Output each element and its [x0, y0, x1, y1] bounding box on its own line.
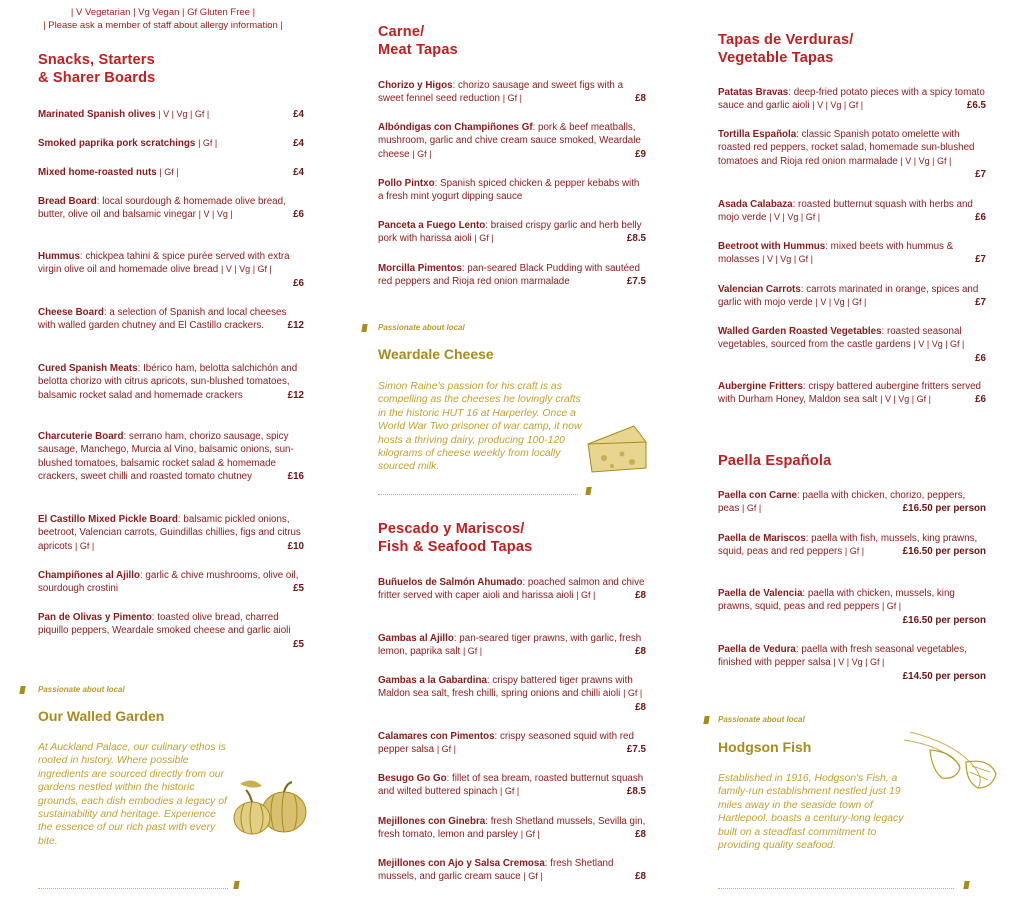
menu-item-name: Valencian Carrots	[718, 284, 801, 295]
menu-item-price: £5	[293, 583, 304, 595]
menu-item-price: £8.5	[626, 786, 646, 798]
menu-item-name: El Castillo Mixed Pickle Board	[38, 514, 178, 525]
menu-item-name: Aubergine Fritters	[718, 381, 803, 392]
menu-item-diet-tags: | Gf |	[881, 601, 902, 612]
cheese-label: Passionate about local	[378, 323, 465, 332]
menu-item-price: £6	[975, 394, 986, 406]
menu-item	[378, 79, 646, 106]
menu-item-name: Champiñones al Ajillo	[38, 570, 140, 581]
menu-item-name: Cheese Board	[38, 307, 104, 318]
menu-item-description: : pork & beef meatballs, mushroom, garlic and chive cream sauce smoked, Weardale cheese	[378, 122, 641, 160]
menu-item-description: : deep-fried potato pieces with a spicy tomato sauce and garlic aioli	[718, 87, 985, 112]
menu-item-price: £5	[293, 638, 304, 650]
menu-item-price: £4	[293, 167, 304, 178]
menu-item-name: Gambas al Ajillo	[378, 633, 454, 644]
menu-item	[718, 283, 986, 310]
menu-item	[718, 532, 986, 559]
menu-item-description: : fresh Shetland mussels, Sevilla gin, fresh tomato, lemon and parsley	[378, 816, 646, 841]
menu-item-name: Tortilla Española	[718, 129, 797, 140]
menu-item-name: Cured Spanish Meats	[38, 363, 138, 374]
menu-item	[378, 772, 646, 799]
menu-item-diet-tags: | V | Vg |	[198, 209, 233, 220]
paella-title: Paella Española	[718, 453, 832, 469]
menu-item	[378, 576, 646, 603]
menu-item-price: £9	[635, 148, 646, 160]
menu-item-diet-tags: | Gf |	[159, 167, 179, 177]
shrimp-icon	[900, 722, 1004, 792]
menu-item-description: : mixed beets with hummus & molasses	[718, 241, 954, 266]
menu-item-diet-tags: | Gf |	[412, 148, 432, 159]
menu-item-price: £8	[635, 871, 646, 883]
menu-item-name: Chorizo y Higos	[378, 80, 453, 91]
menu-item-name: Patatas Bravas	[718, 87, 789, 98]
menu-item-description: : carrots marinated in orange, spices and garlic with mojo verde	[718, 284, 979, 309]
menu-item	[38, 137, 304, 150]
menu-item	[38, 250, 304, 290]
menu-item-price: £8	[635, 646, 646, 658]
menu-item-diet-tags: | V | Vg | Gf |	[221, 264, 272, 275]
menu-item-description: : fillet of sea bream, roasted butternut squash and wilted buttered spinach	[378, 773, 644, 798]
menu-item-diet-tags: | V | Vg | Gf |	[880, 394, 931, 405]
menu-item-diet-tags: | Gf |	[576, 590, 596, 601]
menu-item-price: £8	[635, 93, 646, 105]
menu-item-price: £4	[293, 138, 304, 149]
menu-item-description: : pan-seared Black Pudding with sautéed red peppers and Rioja red onion marmalade	[378, 263, 640, 288]
menu-item-description: : roasted butternut squash with herbs and mojo verde	[718, 199, 973, 224]
fish-label: Passionate about local	[718, 715, 805, 724]
menu-item	[378, 219, 646, 246]
pescado-title-line1: Pescado y Mariscos/	[378, 521, 525, 537]
verduras-title	[718, 31, 854, 67]
menu-item-price: £6	[293, 209, 304, 221]
garden-label: Passionate about local	[38, 685, 125, 694]
menu-item-description: : braised crispy garlic and herb belly pork with harissa aioli	[378, 220, 642, 245]
menu-item-price: £7	[975, 169, 986, 181]
menu-item-diet-tags: | V | Vg | Gf |	[815, 297, 867, 308]
menu-item	[378, 632, 646, 659]
carne-title-line1: Carne/	[378, 24, 425, 40]
menu-item-price: £7.5	[626, 744, 646, 756]
menu-item-diet-tags: | Gf |	[623, 688, 643, 699]
menu-item-description: : classic Spanish potato omelette with roasted red peppers, rocket salad, homemade sun-blushed tomatoes and Rioja red onion marmalade	[718, 129, 975, 167]
menu-item-name: Marinated Spanish olives	[38, 109, 156, 120]
menu-item-name: Charcuterie Board	[38, 431, 124, 442]
cheese-title: Weardale Cheese	[378, 346, 494, 362]
menu-item-description: : Ibérico ham, belotta salchichón and belotta chorizo with citrus apricots, sun-blushed tomatoes, balsamic rocket salad and homemade crackers	[38, 363, 298, 401]
leaf-mark-icon	[361, 324, 367, 332]
menu-item-name: Bread Board	[38, 196, 97, 207]
menu-item	[38, 513, 304, 553]
menu-item-name: Gambas a la Gabardina	[378, 675, 487, 686]
menu-item-description: : crispy battered tiger prawns with Maldon sea salt, fresh chilli, spring onions and chilli aioli	[378, 675, 633, 700]
menu-item-price: £8.5	[626, 233, 646, 245]
leaf-mark-icon	[233, 881, 239, 889]
menu-item-price: £7	[975, 297, 986, 309]
fish-divider	[718, 888, 954, 889]
leaf-mark-icon	[585, 487, 591, 495]
menu-item-name: Pollo Pintxo	[378, 178, 435, 189]
menu-item-description: : crispy seasoned squid with red pepper salsa	[378, 731, 634, 756]
menu-item-description: : crispy battered aubergine fritters served with Durham Honey, Maldon sea salt	[718, 381, 981, 406]
menu-item-name: Paella de Mariscos	[718, 533, 806, 544]
menu-item-diet-tags: | Gf |	[741, 503, 762, 514]
menu-item-diet-tags: | Gf |	[520, 829, 540, 840]
garden-divider	[38, 888, 228, 889]
menu-item-price: £12	[287, 320, 304, 332]
menu-item-diet-tags: | V | Vg | Gf |	[812, 100, 864, 111]
menu-item	[718, 325, 986, 365]
menu-item-price: £16.50 per person	[902, 546, 986, 558]
menu-item-name: Smoked paprika pork scratchings	[38, 138, 196, 149]
menu-item-price: £6	[975, 212, 986, 224]
menu-item	[378, 730, 646, 757]
menu-item	[38, 569, 304, 596]
snacks-title-line2: & Sharer Boards	[38, 70, 156, 86]
menu-item-name: Panceta a Fuego Lento	[378, 220, 486, 231]
menu-item-diet-tags: | Gf |	[500, 786, 520, 797]
garden-title: Our Walled Garden	[38, 708, 165, 724]
menu-item-diet-tags: | Gf |	[75, 540, 95, 551]
snacks-title-line1: Snacks, Starters	[38, 52, 155, 68]
leaf-mark-icon	[703, 716, 709, 724]
menu-item-diet-tags: | V | Vg | Gf |	[158, 109, 210, 119]
menu-item	[378, 121, 646, 161]
menu-item-description: : serrano ham, chorizo sausage, spicy sausage, Manchego, Murcia al Vino, balsamic onions, sun-blushed tomatoes, balsamic rocket salad & homemade crackers, sweet chilli and roasted tomato chutney	[38, 431, 294, 483]
menu-item	[38, 611, 304, 651]
menu-item	[378, 177, 646, 204]
menu-item-name: Hummus	[38, 251, 80, 262]
menu-item-price: £8	[635, 590, 646, 602]
menu-item-description: : local sourdough & homemade olive bread, butter, olive oil and balsamic vinegar	[38, 196, 286, 221]
menu-item-name: Morcilla Pimentos	[378, 263, 462, 274]
menu-item-diet-tags: | Gf |	[462, 646, 483, 657]
menu-item	[378, 815, 646, 842]
cheese-wedge-icon	[582, 418, 652, 478]
menu-item	[38, 195, 304, 222]
legend-line-diet: | V Vegetarian | Vg Vegan | Gf Gluten Free |	[70, 7, 256, 18]
menu-item	[718, 86, 986, 113]
menu-item-diet-tags: | Gf |	[502, 93, 522, 104]
menu-item-diet-tags: | Gf |	[523, 871, 543, 882]
menu-item-name: Albóndigas con Champiñones Gf	[378, 122, 533, 133]
menu-item	[718, 380, 986, 407]
carne-title	[378, 23, 458, 59]
menu-item-name: Paella de Vedura	[718, 644, 796, 655]
menu-item-name: Mejillones con Ginebra	[378, 816, 486, 827]
menu-item-diet-tags: | V | Vg | Gf |	[900, 155, 952, 166]
allergen-legend	[38, 6, 288, 32]
menu-item-name: Calamares con Pimentos	[378, 731, 495, 742]
menu-item-description: : paella with chicken, chorizo, peppers, peas	[718, 490, 966, 515]
menu-item-price: £8	[635, 829, 646, 841]
leaf-mark-icon	[19, 686, 25, 694]
menu-item-diet-tags: | V | Vg | Gf |	[762, 254, 813, 265]
menu-item-name: Paella con Carne	[718, 490, 797, 501]
menu-item	[38, 108, 304, 121]
menu-item	[718, 240, 986, 267]
menu-item-name: Pan de Olivas y Pimento	[38, 612, 152, 623]
menu-item	[718, 198, 986, 225]
menu-item	[718, 643, 986, 683]
legend-line-allergy: | Please ask a member of staff about allergy information |	[43, 20, 283, 31]
carne-title-line2: Meat Tapas	[378, 42, 458, 58]
pescado-title-line2: Fish & Seafood Tapas	[378, 539, 533, 555]
menu-item-price: £16.50 per person	[902, 614, 986, 626]
menu-item-diet-tags: | V | Vg | Gf |	[833, 657, 885, 668]
menu-item-description: : balsamic pickled onions, beetroot, Valencian carrots, Guindillas chillies, figs and citrus apricots	[38, 514, 301, 552]
cheese-text: Simon Raine's passion for his craft is as compelling as the cheeses he lovingly crafts in the historic HUT 16 at Harperley. Once a World War Two prisoner of war camp, it now hosts a thriving dairy, producing 100-120 kilograms of cheese weekly from locally sourced milk.	[378, 381, 582, 473]
menu-item-description: : garlic & chive mushrooms, olive oil, sourdough crostini	[38, 570, 299, 595]
menu-item-diet-tags: | V | Vg | Gf |	[769, 212, 821, 223]
menu-item	[378, 857, 646, 884]
menu-item-price: £14.50 per person	[902, 670, 986, 682]
menu-item	[718, 489, 986, 516]
fish-title: Hodgson Fish	[718, 739, 812, 755]
pescado-title	[378, 520, 532, 556]
menu-item-price: £6.5	[966, 100, 986, 112]
menu-item-diet-tags: | Gf |	[844, 546, 865, 557]
menu-item-name: Mejillones con Ajo y Salsa Cremosa	[378, 858, 545, 869]
menu-item	[38, 362, 304, 402]
menu-item-price: £16	[287, 471, 304, 483]
menu-item-description: : chickpea tahini & spice purée served with extra virgin olive oil and homemade olive bread	[38, 251, 290, 276]
menu-item-description: : pan-seared tiger prawns, with garlic, fresh lemon, paprika salt	[378, 633, 642, 658]
menu-item	[718, 587, 986, 627]
pumpkins-icon	[222, 770, 314, 840]
menu-item-description: : poached salmon and chive fritter served with caper aioli and harissa aioli	[378, 577, 645, 602]
menu-item-name: Beetroot with Hummus	[718, 241, 826, 252]
menu-item-price: £6	[975, 352, 986, 364]
menu-item-description: : fresh Shetland mussels, and garlic cream sauce	[378, 858, 614, 883]
menu-item-name: Asada Calabaza	[718, 199, 793, 210]
menu-item-name: Paella de Valencia	[718, 588, 803, 599]
menu-item	[378, 674, 646, 714]
menu-item-price: £10	[287, 540, 304, 552]
menu-item-name: Walled Garden Roasted Vegetables	[718, 326, 882, 337]
menu-item-description: : paella with fresh seasonal vegetables, finished with pepper salsa	[718, 644, 967, 669]
menu-item-description: : paella with chicken, mussels, king prawns, squid, peas and red peppers	[718, 588, 955, 613]
menu-item-price: £8	[635, 701, 646, 713]
menu-item-diet-tags: | Gf |	[474, 233, 494, 244]
snacks-title	[38, 51, 155, 87]
leaf-mark-icon	[963, 881, 969, 889]
fish-text: Established in 1916, Hodgson's Fish, a family-run establishment nestled just 19 miles away in the seaside town of Hartlepool, boasts a century-long legacy built on a steadfast commitment to providing quality seafood.	[718, 773, 904, 852]
menu-item-name: Mixed home-roasted nuts	[38, 167, 157, 178]
menu-item	[38, 306, 304, 333]
menu-item-description: : toasted olive bread, charred piquillo peppers, Weardale smoked cheese and garlic aioli	[38, 612, 291, 637]
menu-item-description: : paella with fish, mussels, king prawns, squid, peas and red peppers	[718, 533, 978, 558]
menu-item-description: : Spanish spiced chicken & pepper kebabs with a fresh mint yogurt dipping sauce	[378, 178, 640, 203]
menu-item-price: £4	[293, 109, 304, 120]
menu-item-description: : a selection of Spanish and local cheeses with walled garden chutney and El Castillo crackers.	[38, 307, 287, 332]
menu-item-description: : roasted seasonal vegetables, sourced from the castle gardens	[718, 326, 962, 351]
menu-item-diet-tags: | Gf |	[198, 138, 218, 148]
menu-item-price: £7	[975, 254, 986, 266]
garden-text: At Auckland Palace, our culinary ethos is rooted in history. Where possible ingredients are sourced directly from our gardens nestled within the historic grounds, each dish embodies a legacy of sustainability and heritage. Experience the essence of our rich past with every bite.	[38, 742, 227, 847]
menu-item	[378, 262, 646, 289]
verduras-title-line2: Vegetable Tapas	[718, 50, 834, 66]
menu-item-name: Buñuelos de Salmón Ahumado	[378, 577, 523, 588]
menu-item	[718, 128, 986, 182]
verduras-title-line1: Tapas de Verduras/	[718, 32, 854, 48]
menu-item	[38, 166, 304, 179]
menu-item-price: £12	[287, 389, 304, 401]
menu-item-price: £6	[293, 277, 304, 289]
menu-item-diet-tags: | V | Vg | Gf |	[913, 339, 965, 350]
menu-item-price: £16.50 per person	[902, 503, 986, 515]
cheese-divider	[378, 494, 578, 495]
menu-item-name: Besugo Go Go	[378, 773, 447, 784]
menu-item-price: £7.5	[626, 276, 646, 288]
menu-item-description: : chorizo sausage and sweet figs with a sweet fennel seed reduction	[378, 80, 624, 105]
menu-item-diet-tags: | Gf |	[436, 744, 457, 755]
menu-item	[38, 430, 304, 484]
